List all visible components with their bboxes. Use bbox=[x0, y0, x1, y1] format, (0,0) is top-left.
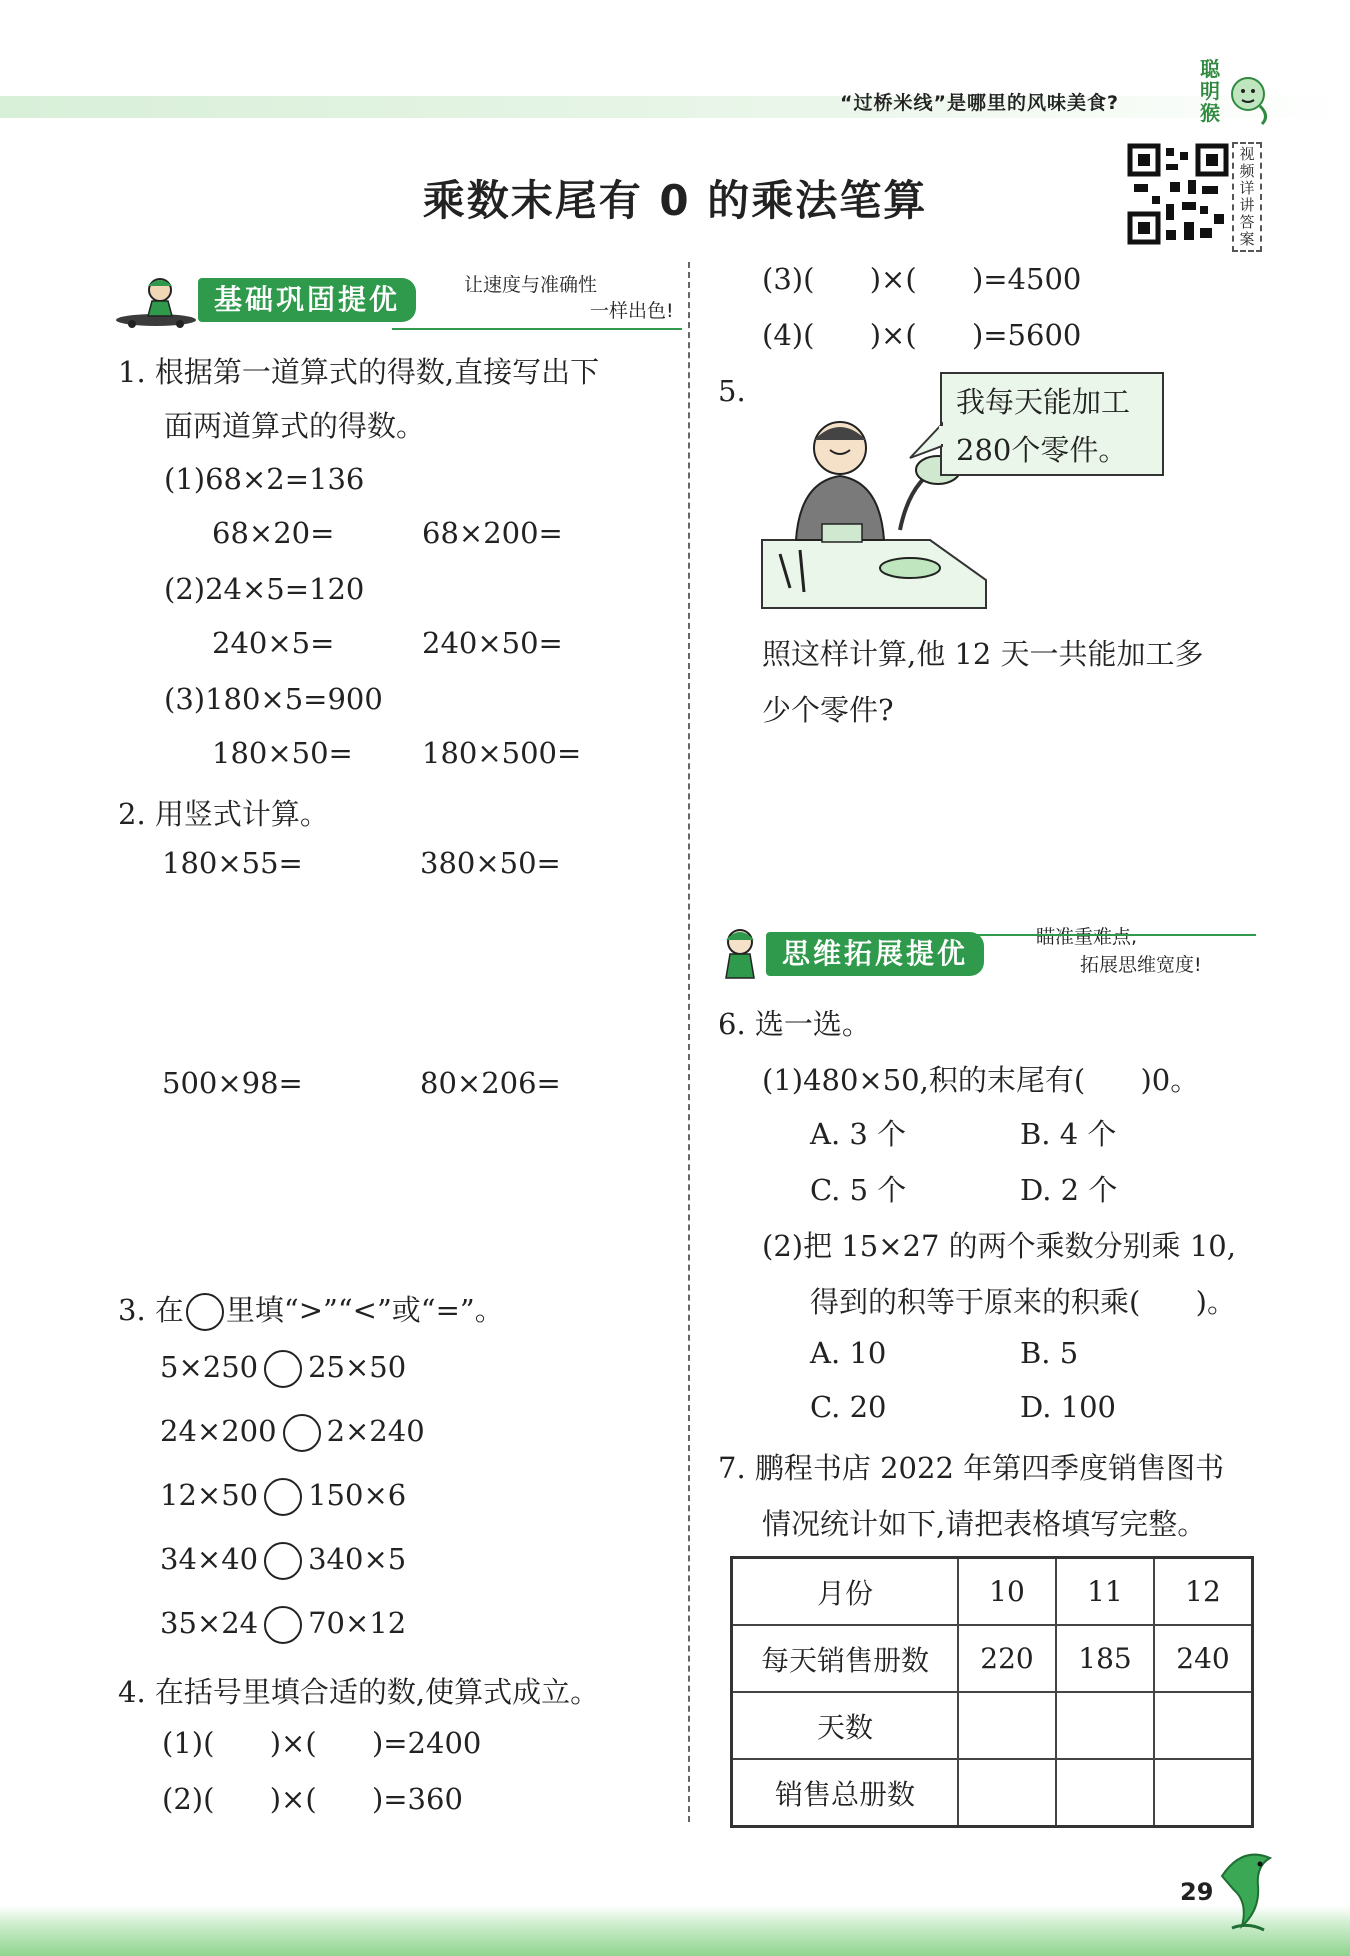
table-row bbox=[732, 1759, 1253, 1827]
q3-left: 12×50 bbox=[160, 1478, 259, 1512]
section1-header bbox=[112, 272, 692, 332]
q1-answer-3b[interactable]: 180×500= bbox=[422, 736, 582, 770]
section2-header bbox=[716, 924, 1256, 984]
q6-stem: 6. 选一选。 bbox=[718, 1007, 871, 1041]
speech-bubble-line2: 280个零件。 bbox=[956, 433, 1128, 467]
table-answer-cell[interactable] bbox=[1056, 1692, 1154, 1759]
q7-stem-line1: 7. 鹏程书店 2022 年第四季度销售图书 bbox=[718, 1451, 1225, 1485]
table-header-cell: 11 bbox=[1056, 1558, 1154, 1626]
page-title: 乘数末尾有 0 的乘法笔算 bbox=[422, 176, 928, 225]
q3-answer-circle[interactable] bbox=[264, 1542, 302, 1580]
q7-stem-line2: 情况统计如下,请把表格填写完整。 bbox=[762, 1507, 1207, 1541]
q3-left: 35×24 bbox=[160, 1606, 259, 1640]
q1-answer-1b[interactable]: 68×200= bbox=[422, 516, 563, 550]
q3-row-2 bbox=[160, 1414, 425, 1452]
q6-sub1-option-d[interactable]: D. 2 个 bbox=[1020, 1173, 1118, 1207]
section1-rule bbox=[392, 328, 682, 330]
table-header-cell: 10 bbox=[958, 1558, 1056, 1626]
q2-item-4[interactable]: 80×206= bbox=[420, 1066, 561, 1100]
q1-stem-line2: 面两道算式的得数。 bbox=[164, 409, 426, 443]
table-cell: 每天销售册数 bbox=[732, 1625, 959, 1692]
q3-left: 24×200 bbox=[160, 1414, 277, 1448]
q3-right: 70×12 bbox=[308, 1606, 407, 1640]
q3-row-3 bbox=[160, 1478, 406, 1516]
table-answer-cell[interactable] bbox=[1154, 1692, 1253, 1759]
table-cell: 220 bbox=[958, 1625, 1056, 1692]
table-row bbox=[732, 1692, 1253, 1759]
section2-rule bbox=[966, 934, 1256, 936]
q3-left: 5×250 bbox=[160, 1350, 259, 1384]
q5-question-line1: 照这样计算,他 12 天一共能加工多 bbox=[762, 637, 1204, 671]
q3-stem-part1: 3. 在 bbox=[118, 1293, 184, 1327]
q6-sub2-option-d[interactable]: D. 100 bbox=[1020, 1390, 1117, 1424]
q6-sub2-stem-line2: 得到的积等于原来的积乘( )。 bbox=[810, 1285, 1236, 1319]
q6-sub1-option-a[interactable]: A. 3 个 bbox=[810, 1117, 907, 1151]
header-band bbox=[0, 96, 1350, 118]
q2-item-2[interactable]: 380×50= bbox=[420, 846, 561, 880]
q4-item-1[interactable]: (1)( )×( )=2400 bbox=[162, 1726, 482, 1760]
q3-row-5 bbox=[160, 1606, 406, 1644]
q4-item-2[interactable]: (2)( )×( )=360 bbox=[162, 1782, 463, 1816]
section2-banner: 思维拓展提优 bbox=[766, 932, 984, 976]
footer-band bbox=[0, 1906, 1350, 1956]
q3-right: 340×5 bbox=[308, 1542, 407, 1576]
q1-given-2: (2)24×5=120 bbox=[164, 572, 365, 606]
q1-answer-2b[interactable]: 240×50= bbox=[422, 626, 563, 660]
q1-answer-1a[interactable]: 68×20= bbox=[212, 516, 335, 550]
q5-question-line2: 少个零件? bbox=[762, 693, 894, 727]
thinking-girl-icon bbox=[716, 924, 766, 984]
q3-answer-circle[interactable] bbox=[264, 1478, 302, 1516]
section2-tip-line2: 拓展思维宽度! bbox=[1080, 954, 1202, 976]
table-cell: 185 bbox=[1056, 1625, 1154, 1692]
q1-answer-3a[interactable]: 180×50= bbox=[212, 736, 353, 770]
q6-sub1-option-c[interactable]: C. 5 个 bbox=[810, 1173, 907, 1207]
section2-tip-line1: 瞄准重难点, bbox=[1036, 926, 1138, 948]
q6-sub2-stem-line1: (2)把 15×27 的两个乘数分别乘 10, bbox=[762, 1229, 1236, 1263]
table-cell: 销售总册数 bbox=[732, 1759, 959, 1827]
qr-label: 视频详讲答案 bbox=[1232, 142, 1262, 252]
q4-stem: 4. 在括号里填合适的数,使算式成立。 bbox=[118, 1675, 600, 1709]
q3-left: 34×40 bbox=[160, 1542, 259, 1576]
q3-row-4 bbox=[160, 1542, 406, 1580]
q2-item-1[interactable]: 180×55= bbox=[162, 846, 303, 880]
table-answer-cell[interactable] bbox=[1056, 1759, 1154, 1827]
section1-banner: 基础巩固提优 bbox=[198, 278, 416, 322]
table-row bbox=[732, 1625, 1253, 1692]
speech-bubble-line1: 我每天能加工 bbox=[956, 385, 1131, 419]
section1-tip-line2: 一样出色! bbox=[590, 300, 674, 322]
table-header-cell: 月份 bbox=[732, 1558, 959, 1626]
qr-code[interactable] bbox=[1126, 142, 1230, 246]
q4-item-4[interactable]: (4)( )×( )=5600 bbox=[762, 318, 1082, 352]
q3-answer-circle[interactable] bbox=[264, 1350, 302, 1388]
q1-stem-line1: 1. 根据第一道算式的得数,直接写出下 bbox=[118, 355, 600, 389]
q2-stem: 2. 用竖式计算。 bbox=[118, 797, 329, 831]
q1-given-1: (1)68×2=136 bbox=[164, 462, 365, 496]
header-riddle: “过桥米线”是哪里的风味美食? bbox=[840, 92, 1119, 114]
q3-right: 25×50 bbox=[308, 1350, 407, 1384]
sales-table bbox=[730, 1556, 1254, 1828]
table-header-cell: 12 bbox=[1154, 1558, 1253, 1626]
table-cell: 天数 bbox=[732, 1692, 959, 1759]
q1-given-3: (3)180×5=900 bbox=[164, 682, 383, 716]
q6-sub2-option-c[interactable]: C. 20 bbox=[810, 1390, 887, 1424]
q3-right: 150×6 bbox=[308, 1478, 407, 1512]
logo-text: 聪明猴 bbox=[1200, 57, 1220, 125]
monkey-logo bbox=[1198, 58, 1272, 130]
q6-sub2-option-b[interactable]: B. 5 bbox=[1020, 1336, 1079, 1370]
q3-answer-circle[interactable] bbox=[264, 1606, 302, 1644]
q2-item-3[interactable]: 500×98= bbox=[162, 1066, 303, 1100]
table-cell: 240 bbox=[1154, 1625, 1253, 1692]
q3-row-1 bbox=[160, 1350, 406, 1388]
circle-symbol-icon bbox=[186, 1293, 224, 1331]
q6-sub2-option-a[interactable]: A. 10 bbox=[810, 1336, 887, 1370]
q3-stem-part2: 里填“>”“<”或“=”。 bbox=[225, 1293, 504, 1327]
q1-answer-2a[interactable]: 240×5= bbox=[212, 626, 335, 660]
table-answer-cell[interactable] bbox=[958, 1759, 1056, 1827]
q6-sub1-stem: (1)480×50,积的末尾有( )0。 bbox=[762, 1063, 1200, 1097]
column-divider bbox=[688, 262, 690, 1822]
q3-stem bbox=[118, 1288, 504, 1331]
q3-right: 2×240 bbox=[326, 1414, 425, 1448]
q6-sub1-option-b[interactable]: B. 4 个 bbox=[1020, 1117, 1117, 1151]
table-answer-cell[interactable] bbox=[1154, 1759, 1253, 1827]
table-row bbox=[732, 1558, 1253, 1626]
speech-bubble-tail bbox=[908, 420, 944, 464]
section1-tip-line1: 让速度与准确性 bbox=[464, 274, 598, 296]
q4-item-3[interactable]: (3)( )×( )=4500 bbox=[762, 262, 1082, 296]
q3-answer-circle[interactable] bbox=[283, 1414, 321, 1452]
dolphin-icon bbox=[1212, 1846, 1282, 1940]
page-number: 29 bbox=[1180, 1878, 1214, 1906]
skateboard-kid-icon bbox=[112, 274, 200, 334]
table-answer-cell[interactable] bbox=[958, 1692, 1056, 1759]
q5-number: 5. bbox=[718, 374, 746, 408]
